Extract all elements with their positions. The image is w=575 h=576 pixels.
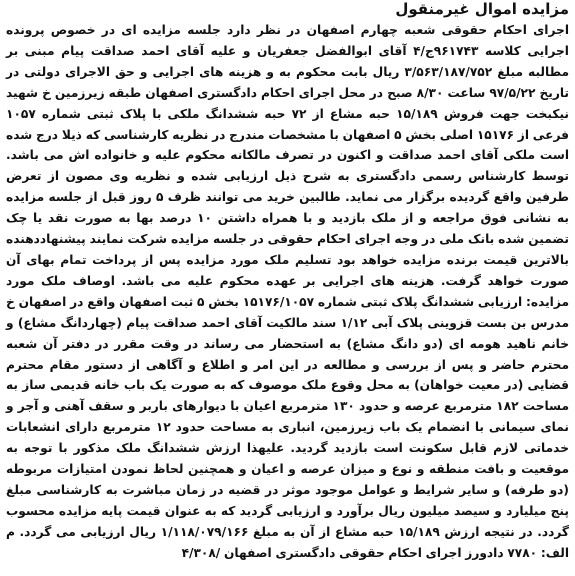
notice-title: مزایده اموال غیرمنقول	[395, 0, 569, 18]
notice-body: اجرای احکام حقوقی شعبه چهارم اصفهان در نظر دارد جلسه مزایده ای در خصوص پرونده اجرایی کلاسه ۹۶۱۷۴۳ج/۴ آقای ابوالفضل جعفریان و علیه آقای احمد صداقت پیام مبنی بر مطالبه مبلغ ۳/۵۶۳/۱۸۷/۷۵۲ ریال بابت محکوم به و هزینه های اجرایی و حق الاجرای دولتی در تاریخ ۹۷/۵/۲۲ ساعت ۸/۳۰ صبح در محل اجرای احکام دادگستری اصفهان طبقه زیرزمین خ شهید نیکبخت جهت فروش ۱۵/۱۸۹ حبه مشاع از ۷۲ حبه ششدانگ ملکی با پلاک ثبتی شماره ۱۰۵۷ فرعی از ۱۵۱۷۶ اصلی بخش ۵ اصفهان با مشخصات مندرج در نظریه کارشناسی که ذیلا درج شده است ملکی آقای احمد صداقت و اکنون در تصرف مالکانه محکوم علیه و خانواده اش می باشد. توسط کارشناس رسمی دادگستری به شرح ذیل ارزیابی شده و نظریه وی مصون از تعرض طرفین واقع گردیده برگزار می نماید. طالبین خرید می توانند ظرف ۵ روز قبل از جلسه مزایده به نشانی فوق مراجعه و از ملک بازدید و با همراه داشتن ۱۰ درصد بها به صورت نقد یا چک تضمین شده بانک ملی در وجه اجرای احکام حقوقی در جلسه مزایده شرکت نمایند پیشنهاددهنده بالاترین قیمت برنده مزایده خواهد بود تسلیم ملک مورد مزایده پس از پرداخت تمام بهای آن صورت خواهد گرفت. هزینه های اجرایی بر عهده محکوم علیه می باشد. اوصاف ملک مورد مزایده: ارزیابی ششدانگ پلاک ثبتی شماره ۱۵۱۷۶/۱۰۵۷ بخش ۵ ثبت اصفهان واقع در اصفهان خ مدرس بن بست قزوینی پلاک آبی ۱/۱۲ سند مالکیت آقای احمد صداقت پیام (چهاردانگ مشاع) و خانم ناهید هومه ای (دو دانگ مشاع) به استحضار می رساند در وقت مقرر در دفتر آن شعبه محترم حاضر و پس از بررسی و مطالعه در این امر و اطلاع و آگاهی از دستور مقام محترم قضایی (در معیت خواهان) به محل وقوع ملک موصوف که به صورت یک باب خانه قدیمی ساز به مساحت ۱۸۲ مترمربع عرصه و حدود ۱۳۰ مترمربع اعیان با دیوارهای باربر و سقف آهنی و آجر و نمای سیمانی با انضمام یک باب زیرزمین، انباری به مساحت حدود ۱۲ مترمربع دارای انشعابات خدماتی لازم قابل سکونت است بازدید گردید. علیهذا ارزش ششدانگ ملک مذکور با توجه به موقعیت و بافت منطقه و نوع و میزان عرصه و اعیان و همچنین لحاظ نمودن امتیازات مربوطه (دو طرفه) و سایر شرایط و عوامل موجود موثر در قضیه در زمان مباشرت به کارشناسی مبلغ پنج میلیارد و سیصد میلیون ریال برآورد و ارزیابی گردید که به عنوان قیمت پایه مزایده محسوب گردد. در نتیجه ارزش ۱۵/۱۸۹ حبه مشاع از آن به مبلغ ۱/۱۱۸/۰۷۹/۱۶۶ ریال ارزیابی می گردد. م الف: ۷۷۸۰ دادورز اجرای احکام حقوقی دادگستری اصفهان /۴/۳۰۸	[6, 23, 570, 560]
auction-notice	[6, 0, 569, 576]
